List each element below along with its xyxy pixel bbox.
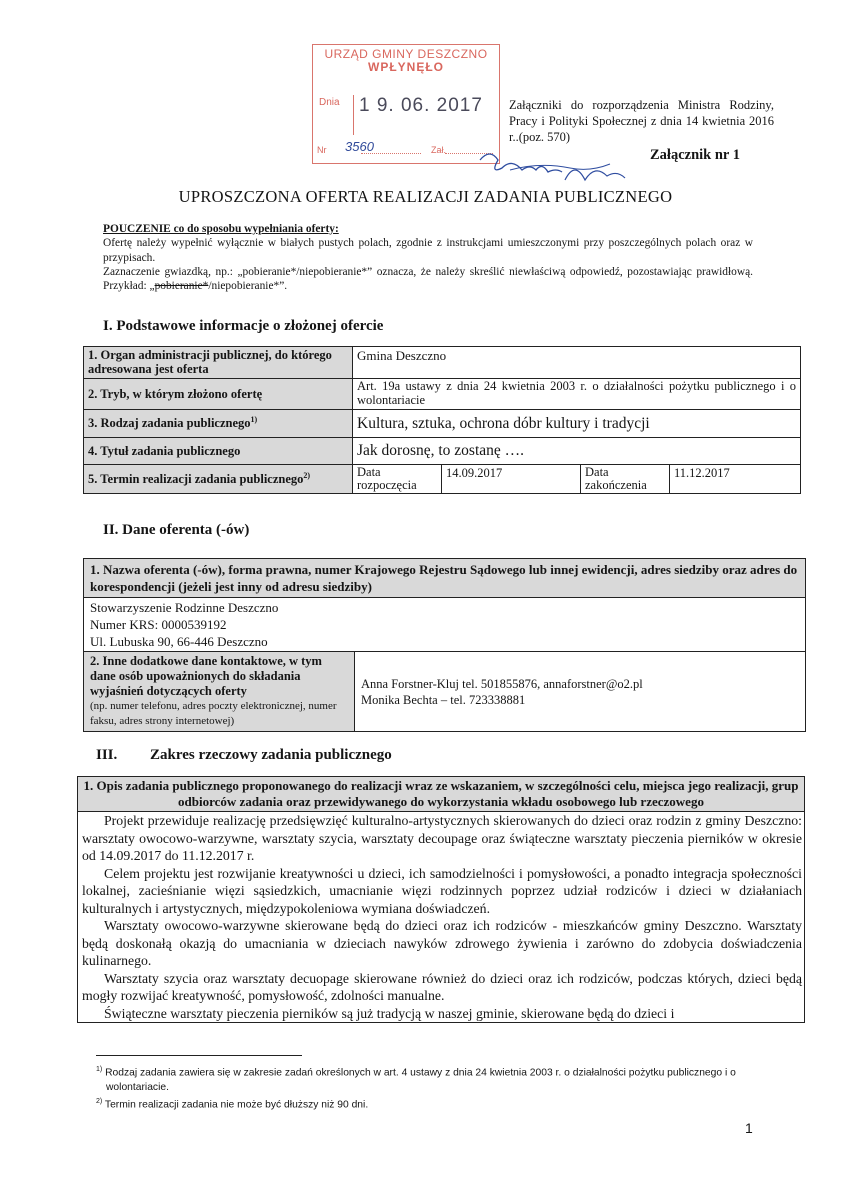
handwritten-signature — [470, 140, 640, 190]
end-date-value: 11.12.2017 — [670, 465, 801, 494]
section3-heading: Zakres rzeczowy zadania publicznego — [150, 747, 392, 763]
contact-label — [84, 652, 355, 732]
row1-value: Gmina Deszczno — [353, 347, 801, 379]
row3-value: Kultura, sztuka, ochrona dóbr kultury i tradycji — [353, 410, 801, 438]
contact-person-1: Anna Forstner-Kluj tel. 501855876, annaforstner@o2.pl — [361, 676, 643, 691]
row3-label — [84, 410, 353, 438]
start-date-label: Data rozpoczęcia — [353, 465, 442, 494]
page-number: 1 — [745, 1120, 753, 1136]
applicant-table — [83, 558, 806, 732]
stamp-dnia-label: Dnia — [319, 97, 340, 108]
section3-heading-num: III. — [96, 747, 118, 763]
applicant-details — [84, 598, 806, 652]
stamp-office: URZĄD GMINY DESZCZNO — [324, 47, 488, 61]
instruction-p2-text: Zaznaczenie gwiazdką, np.: „pobieranie*/niepobieranie*” oznacza, że należy skreślić niewłaściwą odpowiedź, pozostawiając prawidłową. Przykład: „ — [103, 265, 753, 293]
footnote-1-text: Rodzaj zadania zawiera się w zakresie zadań określonych w art. 4 ustawy z dnia 24 kwietnia 2003 r. o działalności pożytku publicznego i o wolontariacie. — [105, 1067, 736, 1093]
stamp-zal-label: Zał. — [431, 145, 447, 155]
footnotes — [96, 1063, 776, 1113]
instruction-p2 — [103, 265, 753, 294]
row5-label — [84, 465, 353, 494]
attachment-label: Załącznik nr 1 — [650, 147, 740, 163]
contact-person-2: Monika Bechta – tel. 723338881 — [361, 692, 526, 707]
row3-label-sup: 1) — [250, 415, 258, 425]
stamp-nr-line — [361, 153, 421, 154]
footnote-2 — [96, 1095, 776, 1113]
contact-label-sub: (np. numer telefonu, adres poczty elektronicznej, numer faksu, adres strony internetowej) — [90, 700, 337, 727]
applicant-header: 1. Nazwa oferenta (-ów), forma prawna, numer Krajowego Rejestru Sądowego lub innej ewidencji, adres siedziby oraz adres do korespondencji (jeżeli jest inny od adresu siedziby) — [84, 559, 806, 598]
stamp-nr-label: Nr — [317, 145, 327, 155]
stamp-date: 1 9. 06. 2017 — [359, 95, 483, 116]
instruction-strike-example: pobieranie* — [154, 280, 209, 293]
end-date-label: Data zakończenia — [581, 465, 670, 494]
row4-label: 4. Tytuł zadania publicznego — [84, 438, 353, 465]
section2-heading: II. Dane oferenta (-ów) — [103, 522, 250, 538]
stamp-divider — [353, 95, 354, 135]
applicant-address: Ul. Lubuska 90, 66-446 Deszczno — [90, 634, 268, 649]
contact-values — [355, 652, 806, 732]
contact-label-text: 2. Inne dodatkowe dane kontaktowe, w tym dane osób upoważnionych do składania wyjaśnień dotyczących oferty — [90, 654, 322, 698]
scope-paragraph-1: Projekt przewiduje realizację przedsięwzięć kulturalno-artystycznych skierowanych do dzieci oraz rodzin z gminy Deszczno: warsztaty owocowo-warzywne, warsztaty szycia, warsztaty decoupage oraz świąteczne warsztaty pieczenia pierników w okresie od 14.09.2017 do 11.12.2017 r. — [82, 813, 802, 863]
stamp-received: WPŁYNĘŁO — [368, 60, 444, 74]
row5-label-sup: 2) — [303, 470, 311, 480]
footnote-1 — [96, 1063, 776, 1095]
row5-label-text: 5. Termin realizacji zadania publicznego — [88, 472, 304, 487]
row2-value: Art. 19a ustawy z dnia 24 kwietnia 2003 r. o działalności pożytku publicznego i o wolontariacie — [353, 379, 801, 410]
instruction-heading: POUCZENIE co do sposobu wypełniania oferty: — [103, 223, 339, 235]
scope-paragraph-2: Celem projektu jest rozwijanie kreatywności u dzieci, ich samodzielności i pomysłowości, a ponadto integracja społeczności lokalnej, zacieśnianie więzi sąsiedzkich, umacnianie więzi rodzinnych poprzez udział rodziców i dzieci w działaniach kulturalnych i artystycznych, międzypokoleniowa wymiana doświadczeń. — [82, 865, 802, 916]
instruction-p2-end: /niepobieranie*”. — [208, 280, 288, 293]
footnote-2-mark: 2) — [96, 1098, 103, 1106]
basic-info-table — [83, 346, 801, 494]
start-date-value: 14.09.2017 — [442, 465, 581, 494]
scope-header: 1. Opis zadania publicznego proponowanego do realizacji wraz ze wskazaniem, w szczególności celu, miejsca jego realizacji, grup odbiorców zadania oraz przewidywanego do wykorzystania wkładu osobowego lub rzeczowego — [78, 777, 805, 812]
regulation-reference: Załączniki do rozporządzenia Ministra Rodziny, Pracy i Polityki Społecznej z dnia 14 kwietnia 2016 r..(poz. 570) — [509, 98, 774, 144]
footnote-2-text: Termin realizacji zadania nie może być dłuższy niż 90 dni. — [104, 1099, 369, 1111]
row2-label: 2. Tryb, w którym złożono ofertę — [84, 379, 353, 410]
instruction-block — [103, 222, 753, 293]
row4-value: Jak dorosnę, to zostanę …. — [353, 438, 801, 465]
scope-table — [77, 776, 805, 1023]
row3-label-text: 3. Rodzaj zadania publicznego — [88, 416, 251, 431]
footnote-1-mark: 1) — [96, 1066, 103, 1073]
scope-paragraph-5: Świąteczne warsztaty pieczenia pierników są już tradycją w naszej gminie, skierowane będą do dzieci i — [104, 1005, 675, 1021]
stamp-nr-value: 3560 — [345, 139, 374, 154]
applicant-krs: Numer KRS: 0000539192 — [90, 617, 227, 632]
section1-heading: I. Podstawowe informacje o złożonej ofercie — [103, 318, 384, 334]
row1-label: 1. Organ administracji publicznej, do którego adresowana jest oferta — [84, 347, 353, 379]
page-title: UPROSZCZONA OFERTA REALIZACJI ZADANIA PUBLICZNEGO — [178, 187, 673, 206]
scope-paragraph-4: Warsztaty szycia oraz warsztaty decuopage skierowane również do dzieci oraz ich rodziców, podczas których, dzieci będą mogły rozwijać kreatywność, pomysłowość, zdolności manualne. — [82, 970, 802, 1003]
instruction-p1: Ofertę należy wypełnić wyłącznie w białych pustych polach, zgodnie z instrukcjami umieszczonymi przy poszczególnych polach oraz w przypisach. — [103, 237, 753, 264]
scope-description — [78, 812, 805, 1023]
footnote-divider — [96, 1055, 302, 1056]
applicant-name: Stowarzyszenie Rodzinne Deszczno — [90, 600, 279, 615]
scope-paragraph-3: Warsztaty owocowo-warzywne skierowane będą do dzieci oraz ich rodziców - mieszkańców gminy Deszczno. Warsztaty będą doskonałą okazją do umacniania w dzieciach nawyków zdrowego żywienia i zarówno do zdobycia doświadczenia kulinarnego. — [82, 918, 802, 968]
